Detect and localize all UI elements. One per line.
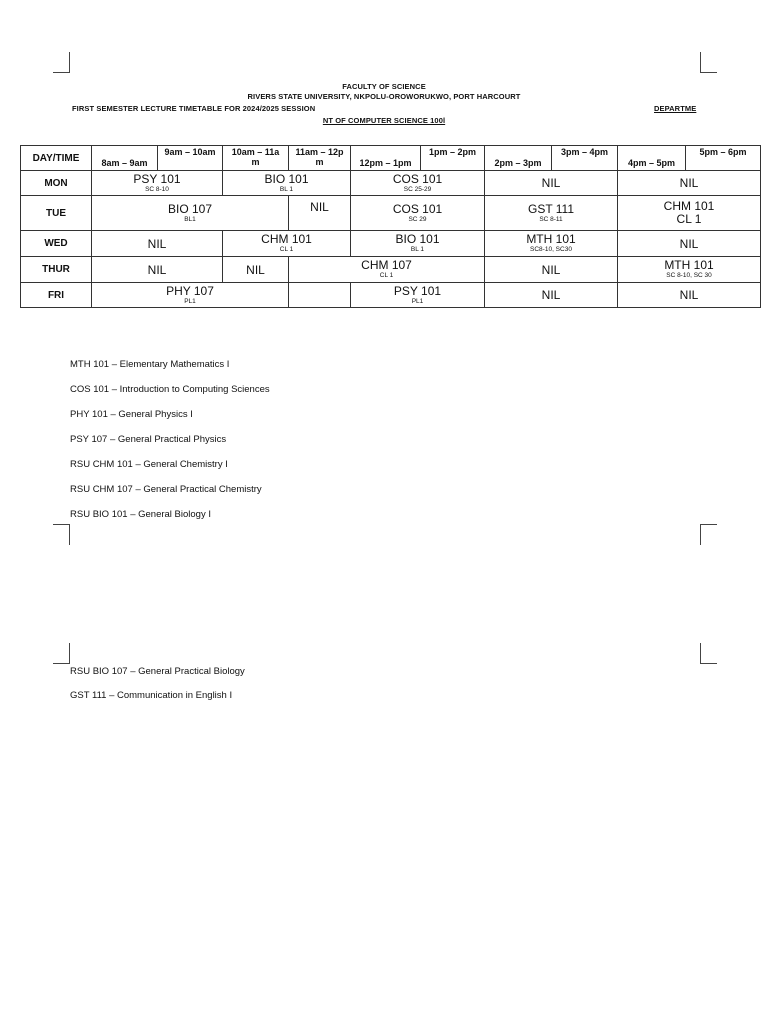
class-cell: PHY 107 PL1 <box>92 283 289 308</box>
slot-8am: 8am – 9am <box>92 146 158 171</box>
slot-5pm: 5pm – 6pm <box>686 146 761 171</box>
crop-mark-top-left <box>53 52 70 73</box>
nil-cell: NIL <box>618 283 761 308</box>
crop-mark-mid-right <box>700 524 717 545</box>
crop-mark-mid-left <box>53 524 70 545</box>
day-time-header: DAY/TIME <box>21 146 92 171</box>
nil-cell: NIL <box>223 257 289 283</box>
table-row-wed <box>21 231 761 257</box>
nil-cell: NIL <box>92 257 223 283</box>
slot-4pm: 4pm – 5pm <box>618 146 686 171</box>
empty-cell <box>289 283 351 308</box>
class-cell: BIO 101 BL 1 <box>351 231 485 257</box>
day-label: THUR <box>21 257 92 283</box>
day-label: WED <box>21 231 92 257</box>
nil-cell: NIL <box>485 283 618 308</box>
crop-mark-top-right <box>700 52 717 73</box>
table-row-thur <box>21 257 761 283</box>
legend-item: MTH 101 – Elementary Mathematics I <box>70 359 230 370</box>
slot-1pm: 1pm – 2pm <box>421 146 485 171</box>
legend-item: RSU CHM 101 – General Chemistry I <box>70 459 228 470</box>
table-header-row <box>21 146 761 171</box>
slot-2pm: 2pm – 3pm <box>485 146 552 171</box>
nil-cell: NIL <box>92 231 223 257</box>
nil-cell: NIL <box>485 257 618 283</box>
department-title-part2: NT OF COMPUTER SCIENCE 100l <box>322 116 446 125</box>
table-row-mon <box>21 171 761 196</box>
legend-item: RSU BIO 107 – General Practical Biology <box>70 666 245 677</box>
class-cell: GST 111 SC 8-11 <box>485 196 618 231</box>
nil-cell: NIL <box>618 171 761 196</box>
slot-12pm: 12pm – 1pm <box>351 146 421 171</box>
class-cell: CHM 101 CL 1 <box>618 196 761 231</box>
timetable-title: FIRST SEMESTER LECTURE TIMETABLE FOR 2024/2025 SESSION <box>72 104 316 113</box>
class-cell: MTH 101 SC 8-10, SC 30 <box>618 257 761 283</box>
slot-11am: 11am – 12p m <box>289 146 351 171</box>
class-cell: BIO 107 BL1 <box>92 196 289 231</box>
class-cell: COS 101 SC 25-29 <box>351 171 485 196</box>
legend-item: RSU CHM 107 – General Practical Chemistry <box>70 484 262 495</box>
nil-cell: NIL <box>618 231 761 257</box>
day-label: MON <box>21 171 92 196</box>
nil-cell: NIL <box>289 196 351 231</box>
slot-9am: 9am – 10am <box>158 146 223 171</box>
class-cell: MTH 101 SC8-10, SC30 <box>485 231 618 257</box>
faculty-title: FACULTY OF SCIENCE <box>342 82 426 91</box>
day-label: FRI <box>21 283 92 308</box>
slot-10am: 10am – 11a m <box>223 146 289 171</box>
legend-item: GST 111 – Communication in English I <box>70 690 233 701</box>
nil-cell: NIL <box>485 171 618 196</box>
table-row-tue <box>21 196 761 231</box>
department-title-part1: DEPARTME <box>654 104 697 113</box>
class-cell: CHM 107 CL 1 <box>289 257 485 283</box>
class-cell: PSY 101 PL1 <box>351 283 485 308</box>
timetable <box>20 145 761 308</box>
slot-3pm: 3pm – 4pm <box>552 146 618 171</box>
class-cell: BIO 101 BL 1 <box>223 171 351 196</box>
legend-item: COS 101 – Introduction to Computing Sciences <box>70 384 270 395</box>
legend-item: RSU BIO 101 – General Biology I <box>70 509 211 520</box>
legend-item: PSY 107 – General Practical Physics <box>70 434 227 445</box>
class-cell: PSY 101 SC 8-10 <box>92 171 223 196</box>
class-cell: COS 101 SC 29 <box>351 196 485 231</box>
crop-mark-lower-right <box>700 643 717 664</box>
day-label: TUE <box>21 196 92 231</box>
legend-item: PHY 101 – General Physics I <box>70 409 193 420</box>
university-title: RIVERS STATE UNIVERSITY, NKPOLU-OROWORUKWO, PORT HARCOURT <box>247 92 521 101</box>
table-row-fri <box>21 283 761 308</box>
crop-mark-lower-left <box>53 643 70 664</box>
class-cell: CHM 101 CL 1 <box>223 231 351 257</box>
